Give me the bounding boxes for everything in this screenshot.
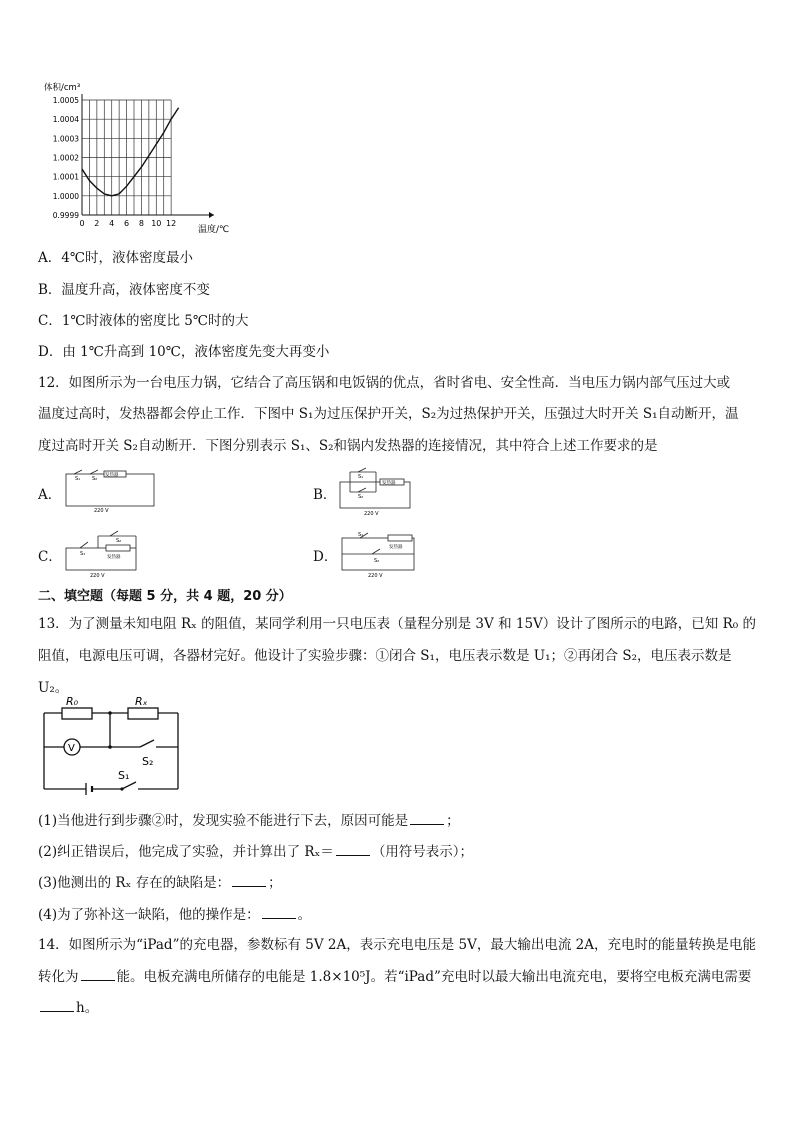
x-tick-label: 2 bbox=[94, 219, 100, 228]
q11-option-b: B．温度升高，液体密度不变 bbox=[38, 282, 210, 298]
q14-line2-end: 能。电板充满电所储存的电能是 1.8×10⁵J。若“iPad”充电时以最大输出电流充电，要将空电板充满电需要 bbox=[116, 969, 752, 985]
q13-sub4 bbox=[38, 904, 311, 925]
q13-sub4-end: 。 bbox=[297, 907, 312, 923]
answer-blank[interactable] bbox=[336, 841, 370, 856]
q12-text-line3: 度过高时开关 S₂自动断开．下图分别表示 S₁、S₂和锅内发热器的连接情况，其中符合上述工作要求的是 bbox=[38, 438, 658, 454]
q11-option-a: A．4℃时，液体密度最小 bbox=[38, 250, 193, 266]
q12-option-d-label: D． bbox=[313, 549, 338, 565]
q12-text-line1: 12．如图所示为一台电压力锅，它结合了高压锅和电饭锅的优点，省时省电、安全性高．当电压力锅内部气压过大或 bbox=[38, 375, 731, 391]
q13-sub1-text: (1)当他进行到步骤②时，发现实验不能进行下去，原因可能是 bbox=[38, 813, 409, 829]
y-tick-label: 1.0001 bbox=[52, 172, 79, 182]
answer-blank[interactable] bbox=[410, 810, 444, 825]
q13-sub4-text: (4)为了弥补这一缺陷，他的操作是： bbox=[38, 907, 260, 923]
x-axis-arrow bbox=[209, 212, 214, 218]
q12-text-line2: 温度过高时，发热器都会停止工作．下图中 S₁为过压保护开关，S₂为过热保护开关，压强过大时开关 S₁自动断开，温 bbox=[38, 406, 739, 422]
voltage-label: 220 V bbox=[90, 573, 105, 579]
y-tick-label: 1.0002 bbox=[52, 153, 79, 163]
s1-label: S₁ bbox=[358, 474, 364, 480]
voltage-label: 220 V bbox=[94, 508, 109, 514]
q13-sub3-text: (3)他测出的 Rₓ 存在的缺陷是： bbox=[38, 875, 231, 891]
voltage-label: 220 V bbox=[364, 511, 379, 517]
y-tick-label: 1.0000 bbox=[52, 191, 79, 201]
s2-label: S₂ bbox=[358, 494, 364, 500]
s2-label: S₂ bbox=[116, 538, 122, 544]
q13-sub3 bbox=[38, 872, 282, 893]
q13-sub2-text: (2)纠正错误后，他完成了实验，并计算出了 Rₓ＝ bbox=[38, 844, 334, 860]
r0-label: R₀ bbox=[66, 695, 79, 708]
answer-blank[interactable] bbox=[262, 904, 296, 919]
y-tick-label: 1.0003 bbox=[52, 134, 79, 144]
q12-option-c-label: C． bbox=[38, 549, 62, 565]
q14-text-line3 bbox=[38, 997, 98, 1018]
s1-label: S₁ bbox=[80, 551, 86, 557]
q13-text-line2: 阻值，电源电压可调，各器材完好。他设计了实验步骤：①闭合 S₁，电压表示数是 U₁；②再闭合 S₂，电压表示数是 bbox=[38, 648, 732, 664]
s2-label: S₂ bbox=[92, 476, 98, 482]
s1-label: S₁ bbox=[118, 769, 130, 782]
x-tick-label: 10 bbox=[151, 219, 162, 228]
answer-blank[interactable] bbox=[40, 997, 74, 1012]
voltmeter-label: V bbox=[68, 743, 75, 754]
voltage-label: 220 V bbox=[368, 573, 383, 579]
q13-sub2-end: （用符号表示）； bbox=[371, 844, 474, 860]
q14-text-line2 bbox=[38, 966, 751, 987]
x-tick-label: 12 bbox=[166, 219, 177, 228]
x-tick-label: 4 bbox=[109, 219, 115, 228]
chart-ticks bbox=[53, 96, 176, 228]
q11-option-c: C．1℃时液体的密度比 5℃时的大 bbox=[38, 313, 249, 329]
chart-grid bbox=[82, 100, 171, 215]
q12-option-a-label: A． bbox=[38, 487, 62, 503]
q13-sub3-end: ； bbox=[268, 875, 282, 891]
answer-blank[interactable] bbox=[81, 966, 115, 981]
q13-text-line3: U₂。 bbox=[38, 680, 69, 696]
q13-text-line1: 13．为了测量未知电阻 Rₓ 的阻值，某同学利用一只电压表（量程分别是 3V 和 15V）设计了图所示的电路，已知 R₀ 的 bbox=[38, 616, 756, 632]
answer-blank[interactable] bbox=[232, 872, 266, 887]
y-tick-label: 1.0005 bbox=[52, 96, 79, 105]
q12-circuit-d bbox=[336, 526, 420, 578]
q12-circuit-c bbox=[60, 528, 144, 578]
heater-label: 发热器 bbox=[105, 473, 119, 478]
volume-temperature-chart bbox=[36, 80, 236, 240]
x-tick-label: 6 bbox=[124, 219, 130, 228]
s1-label: S₁ bbox=[358, 532, 364, 538]
q14-text-line1: 14．如图所示为“iPad”的充电器，参数标有 5V 2A，表示充电电压是 5V，最大输出电流 2A，充电时的能量转换是电能 bbox=[38, 937, 756, 953]
q12-circuit-b bbox=[336, 466, 416, 516]
x-tick-label: 0 bbox=[79, 219, 85, 228]
x-tick-label: 8 bbox=[138, 219, 144, 228]
q13-sub2 bbox=[38, 841, 473, 862]
x-axis-label: 温度/℃ bbox=[198, 225, 230, 235]
q13-sub1 bbox=[38, 810, 460, 831]
s2-label: S₂ bbox=[142, 755, 154, 768]
s1-label: S₁ bbox=[75, 476, 81, 482]
q14-line2-start: 转化为 bbox=[38, 969, 79, 985]
series-line bbox=[82, 108, 179, 196]
q13-circuit-diagram bbox=[38, 695, 188, 797]
q11-option-d: D．由 1℃升高到 10℃，液体密度先变大再变小 bbox=[38, 344, 330, 360]
q14-line3-end: h。 bbox=[76, 1000, 99, 1016]
heater-label: 发热器 bbox=[389, 545, 403, 550]
q13-sub1-end: ； bbox=[446, 813, 460, 829]
y-tick-label: 0.9999 bbox=[52, 211, 79, 220]
rx-label: Rₓ bbox=[135, 695, 148, 708]
heater-label: 发热器 bbox=[382, 481, 396, 486]
q12-option-b-label: B． bbox=[313, 487, 337, 503]
q12-circuit-a bbox=[60, 470, 160, 514]
y-tick-label: 1.0004 bbox=[52, 115, 79, 125]
heater-label: 发热器 bbox=[107, 555, 121, 560]
s2-label: S₂ bbox=[374, 558, 380, 564]
section-fill-in-heading: 二、填空题（每题 5 分，共 4 题，20 分） bbox=[38, 589, 292, 604]
y-axis-label: 体积/cm³ bbox=[44, 83, 81, 93]
